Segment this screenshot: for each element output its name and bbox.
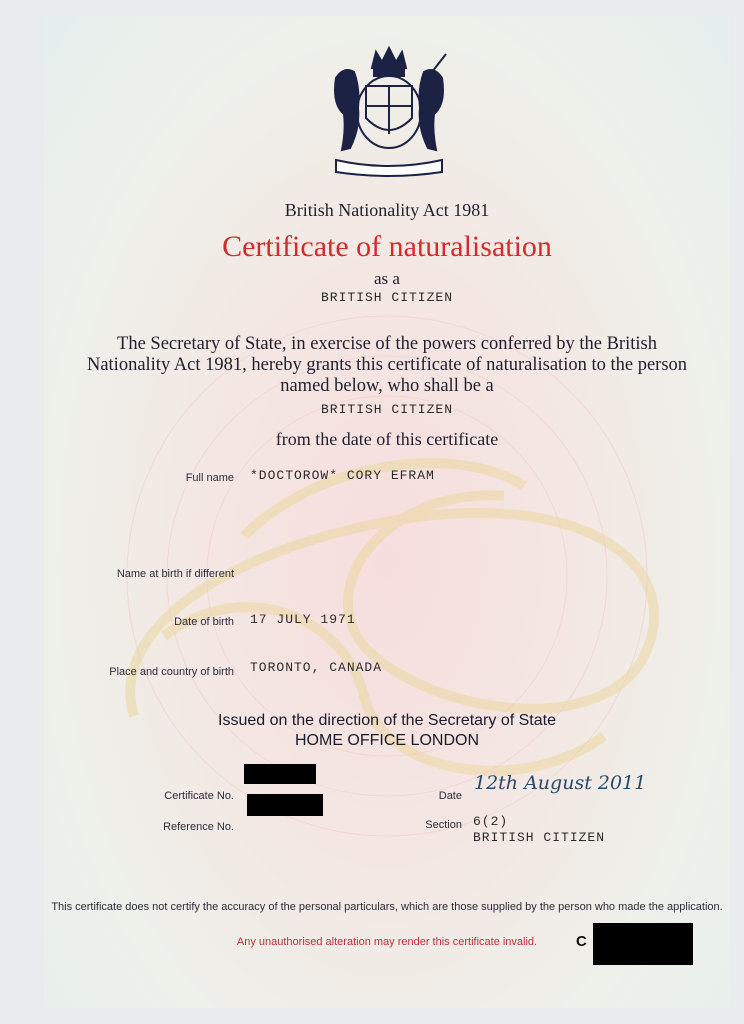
- issued-line-2: HOME OFFICE LONDON: [294, 732, 479, 749]
- date-label: Date: [438, 790, 462, 802]
- grant-paragraph: The Secretary of State, in exercise of the powers conferred by the British Nationality Act 1981, hereby grants this certificate of naturalisation to the person named below, who shall be a: [86, 334, 688, 396]
- from-date-text: from the date of this certificate: [275, 429, 499, 449]
- citizenship-footer: BRITISH CITIZEN: [473, 830, 606, 845]
- dob-value: 17 JULY 1971: [250, 612, 356, 627]
- certificate-sheet: [44, 16, 730, 1008]
- certificate-number-redaction: [244, 764, 316, 784]
- place-of-birth-value: TORONTO, CANADA: [250, 660, 383, 675]
- as-a-text: as a: [374, 269, 400, 288]
- act-heading: British Nationality Act 1981: [284, 200, 490, 220]
- serial-prefix: C: [576, 933, 587, 950]
- dob-label: Date of birth: [174, 616, 234, 628]
- serial-number-redaction: [593, 923, 693, 965]
- section-value: 6(2): [473, 814, 509, 829]
- issued-direction: [44, 711, 730, 751]
- certificate-number-label: Certificate No.: [164, 790, 234, 802]
- reference-number-label: Reference No.: [163, 821, 234, 833]
- place-of-birth-label: Place and country of birth: [109, 666, 234, 678]
- citizenship-heading: BRITISH CITIZEN: [320, 290, 454, 305]
- section-label: Section: [425, 819, 462, 831]
- certificate-title: Certificate of naturalisation: [222, 230, 552, 263]
- date-handwritten: 12th August 2011: [474, 772, 647, 794]
- full-name-label: Full name: [185, 472, 234, 484]
- issued-line-1: Issued on the direction of the Secretary of State: [218, 712, 556, 729]
- citizenship-grant: BRITISH CITIZEN: [320, 402, 454, 417]
- full-name-value: *DOCTOROW* CORY EFRAM: [250, 468, 435, 483]
- alteration-warning: Any unauthorised alteration may render this certificate invalid.: [236, 936, 538, 948]
- royal-coat-of-arms-icon: [314, 38, 464, 178]
- name-at-birth-label: Name at birth if different: [116, 568, 234, 580]
- disclaimer-text: This certificate does not certify the accuracy of the personal particulars, which are those supplied by the person who made the application.: [51, 901, 723, 913]
